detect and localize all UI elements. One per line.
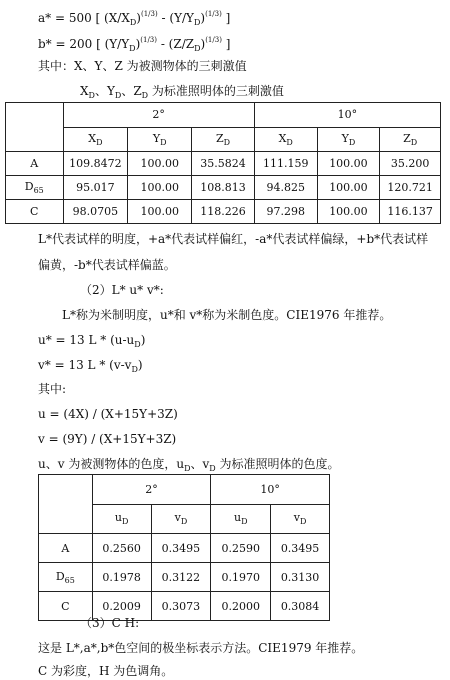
table-cell: 0.2560	[92, 534, 151, 563]
subscript: D	[410, 137, 418, 147]
subheader-cell	[192, 127, 255, 152]
section-2-title: （2）L* u* v*:	[80, 283, 164, 297]
table-cell: 35.5824	[192, 152, 255, 176]
subheader-cell	[151, 504, 211, 534]
formula-u-def: u = (4X) / (X+15Y+3Z)	[38, 407, 178, 421]
table-cell: 116.137	[380, 200, 441, 224]
subheader-cell	[211, 504, 271, 534]
subheader-cell	[63, 127, 128, 152]
header-2deg: 2°	[63, 103, 254, 128]
text: D	[24, 180, 34, 193]
formula-a-star	[38, 6, 230, 31]
section-3-definition: C 为彩度，H 为色调角。	[38, 664, 174, 678]
header-2deg: 2°	[92, 475, 211, 505]
lab-paragraph-line-2: 偏黄，-b*代表试样偏蓝。	[38, 258, 176, 272]
subscript: D	[121, 517, 129, 527]
table-cell: 100.00	[317, 200, 380, 224]
subscript: D	[129, 18, 137, 27]
table-cell: 109.8472	[63, 152, 128, 176]
where-xyz-d	[80, 83, 284, 104]
table-cell: 111.159	[254, 152, 317, 176]
formula-text: )	[136, 11, 141, 25]
table-cell: 108.813	[192, 176, 255, 200]
formula-text: )	[137, 358, 143, 372]
subscript: D	[223, 137, 231, 147]
text: Z	[215, 131, 224, 145]
row-label	[39, 563, 93, 592]
table-row	[6, 200, 441, 224]
formula-b-star	[38, 32, 230, 57]
table-cell: 0.3495	[151, 534, 211, 563]
table-cell: 100.00	[317, 176, 380, 200]
formula-text: )	[200, 11, 206, 25]
where-xyz: 其中：X、Y、Z 为被测物体的三刺激值	[38, 59, 247, 73]
table-cell: 100.00	[128, 152, 192, 176]
table-cell: 100.00	[128, 176, 192, 200]
formula-v-def: v = (9Y) / (X+15Y+3Z)	[38, 432, 177, 446]
row-label	[6, 176, 64, 200]
subheader-cell	[254, 127, 317, 152]
text: 、v	[190, 457, 210, 471]
table-cell: 0.3073	[151, 592, 211, 621]
subscript: D	[348, 137, 356, 147]
text: Y	[341, 131, 349, 145]
table-row	[39, 534, 330, 563]
formula-text: - (Y/Y	[157, 11, 194, 25]
subscript: D	[141, 91, 149, 100]
table-cell: 98.0705	[63, 200, 128, 224]
section-3-title: （3）C H:	[80, 616, 140, 630]
table-cell: 120.721	[380, 176, 441, 200]
text: X	[278, 131, 287, 145]
table-cell: 100.00	[317, 152, 380, 176]
text: Y	[152, 131, 161, 145]
text: u、v 为被测物体的色度，u	[38, 457, 185, 471]
formula-u-star	[38, 332, 145, 353]
text: 、Z	[121, 84, 142, 98]
table-row	[39, 563, 330, 592]
header-10deg: 10°	[254, 103, 440, 128]
text: u	[114, 511, 122, 525]
subscript: D	[299, 517, 307, 527]
table-header-row	[6, 103, 441, 128]
text: Z	[403, 131, 411, 145]
table-header-row	[39, 475, 330, 505]
table-cell: 0.3122	[151, 563, 211, 592]
table-row	[6, 176, 441, 200]
chromaticity-table	[38, 474, 330, 621]
subheader-cell	[380, 127, 441, 152]
subscript: D	[88, 91, 95, 100]
exponent: (1/3)	[140, 10, 158, 18]
formula-text: )	[140, 333, 146, 347]
subscript: D	[193, 18, 201, 27]
table-cell: 0.3084	[271, 592, 330, 621]
subheader-cell	[271, 504, 330, 534]
text: u	[233, 511, 242, 525]
subheader-cell	[92, 504, 151, 534]
subscript: D	[180, 517, 188, 527]
exponent: (1/3)	[205, 10, 222, 18]
formula-text: u* = 13 L * (u-u	[38, 333, 135, 347]
subscript: D	[160, 137, 167, 147]
formula-text: - (Z/Z	[157, 37, 195, 51]
table-corner	[6, 103, 64, 152]
formula-text: ]	[221, 37, 231, 51]
table-subheader-row	[6, 127, 441, 152]
subscript: D	[131, 365, 138, 374]
row-label: A	[6, 152, 64, 176]
row-label: C	[6, 200, 64, 224]
header-10deg: 10°	[211, 475, 330, 505]
table-cell: 100.00	[128, 200, 192, 224]
table-cell: 0.2000	[211, 592, 271, 621]
row-label: A	[39, 534, 93, 563]
formula-text: b* = 200 [ (Y/Y	[38, 37, 130, 51]
table-cell: 0.2009	[92, 592, 151, 621]
subheader-cell	[128, 127, 192, 152]
table-cell: 35.200	[380, 152, 441, 176]
formula-text: )	[135, 37, 141, 51]
table-cell: 0.3495	[271, 534, 330, 563]
text: v	[293, 511, 300, 525]
row-label: C	[39, 592, 93, 621]
subscript: D	[194, 44, 201, 53]
subscript: D	[209, 464, 216, 473]
section-3-description: 这是 L*,a*,b*色空间的极坐标表示方法。CIE1979 年推荐。	[38, 641, 364, 655]
table-cell: 95.017	[63, 176, 128, 200]
where-luv: 其中:	[38, 382, 67, 396]
table-cell: 94.825	[254, 176, 317, 200]
subheader-cell	[317, 127, 380, 152]
lab-paragraph-line-1: L*代表试样的明度，+a*代表试样偏红，-a*代表试样偏绿，+b*代表试样	[38, 232, 429, 246]
white-point-table	[5, 102, 441, 224]
text: 为标准照明体的三刺激值	[148, 84, 284, 98]
text: 为标准照明体的色度。	[215, 457, 340, 471]
text: X	[80, 84, 89, 98]
subscript: 65	[64, 575, 75, 585]
formula-text: ]	[221, 11, 231, 25]
formula-text: )	[200, 37, 206, 51]
table-cell: 97.298	[254, 200, 317, 224]
subscript: D	[286, 137, 293, 147]
formula-v-star	[38, 357, 143, 378]
subscript: D	[184, 464, 191, 473]
subscript: 65	[33, 186, 44, 195]
table-cell: 0.3130	[271, 563, 330, 592]
exponent: (1/3)	[140, 36, 157, 44]
table-corner	[39, 475, 93, 534]
table-row	[6, 152, 441, 176]
subscript: D	[241, 517, 248, 527]
subscript: D	[129, 44, 136, 53]
formula-text: a* = 500 [ (X/X	[38, 11, 130, 25]
subscript: D	[96, 137, 103, 147]
subscript: D	[134, 340, 141, 349]
text: X	[88, 131, 97, 145]
section-2-description: L*称为米制明度，u*和 v*称为米制色度。CIE1976 年推荐。	[62, 308, 392, 322]
subscript: D	[114, 91, 122, 100]
table-cell: 0.2590	[211, 534, 271, 563]
exponent: (1/3)	[205, 36, 222, 44]
text: D	[55, 569, 65, 583]
table-cell: 0.1978	[92, 563, 151, 592]
table-cell: 0.1970	[211, 563, 271, 592]
formula-text: v* = 13 L * (v-v	[38, 358, 132, 372]
table-cell: 118.226	[192, 200, 255, 224]
text: v	[174, 511, 181, 525]
text: 、Y	[94, 84, 115, 98]
